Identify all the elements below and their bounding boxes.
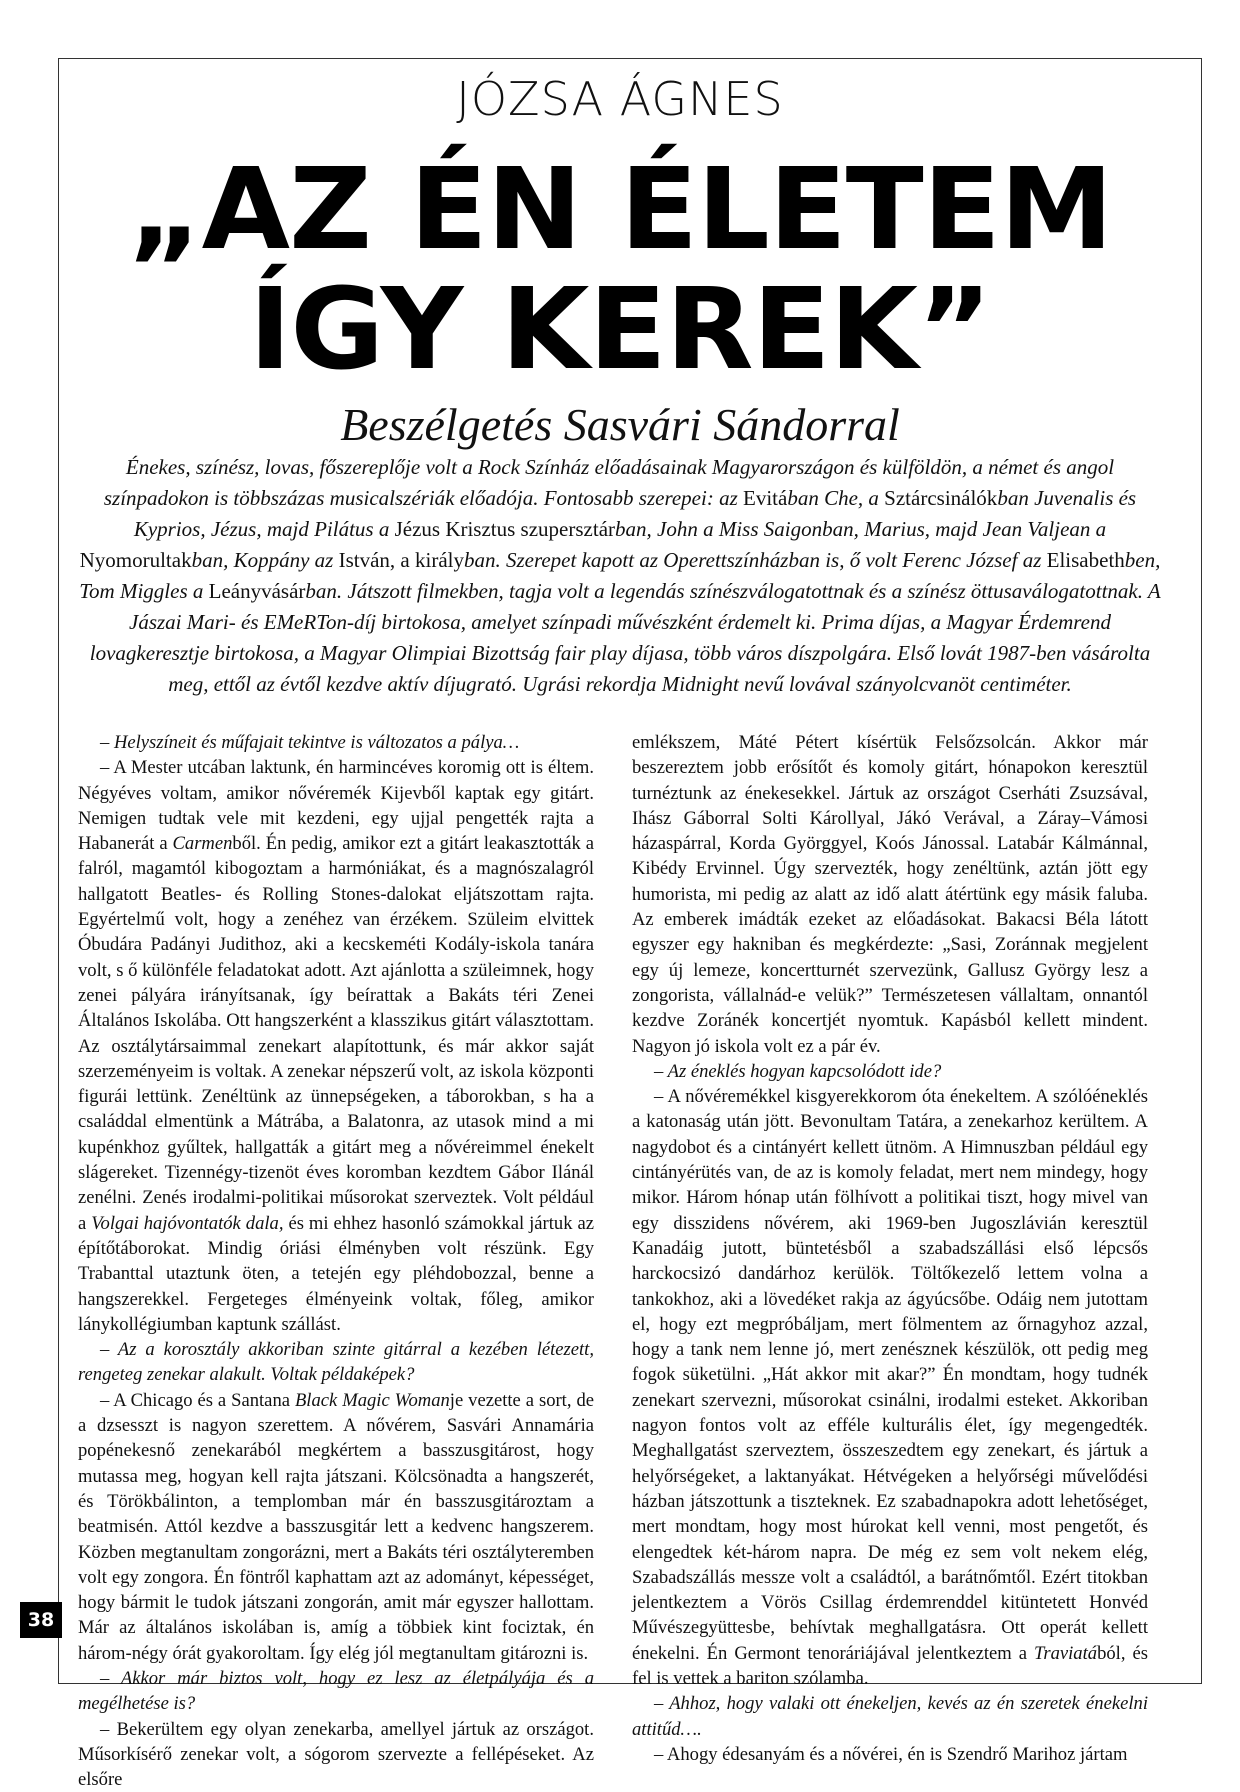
page-number: 38: [20, 1602, 62, 1638]
answer-paragraph: – Ahogy édesanyám és a nővérei, én is Szendrő Marihoz jártam: [654, 1743, 1128, 1765]
article-title: [0, 145, 1240, 395]
body-column-right: [632, 730, 1148, 1767]
lead-paragraph: Énekes, színész, lovas, főszereplője volt a Rock Színház előadásainak Magyarországon és külföldön, a német és angol színpadokon is többszázas musicalszériák előadója. Fontosabb szerepei: az Evitában Che, a Sztárcsinálókban Juvenalis és Kyprios, Jézus, majd Pilátus a Jézus Krisztus szupersztárban, John a Miss Saigonban, Marius, majd Jean Valjean a Nyomorultakban, Koppány az István, a királyban. Szerepet kapott az Operettszínházban is, ő volt Ferenc József az Elisabethben, Tom Miggles a Leányvásárban. Játszott filmekben, tagja volt a legendás színészválogatottnak és a színész öttusaválogatottnak. A Jászai Mari- és EMeRTon-díj birtokosa, amelyet színpadi művészként érdemelt ki. Prima díjas, a Magyar Érdemrend lovagkeresztje birtokosa, a Magyar Olimpiai Bizottság fair play díjasa, több város díszpolgára. Első lovát 1987-ben vásárolta meg, ettől az évtől kezdve aktív díjugrató. Ugrási rekordja Midnight nevű lovával szányolcvanöt centiméter.: [79, 455, 1161, 696]
author-name: JÓZSA ÁGNES: [456, 72, 784, 126]
answer-paragraph: – Bekerültem egy olyan zenekarba, amellyel jártuk az országot. Műsorkísérő zenekar volt, a sógorom szervezte a fellépéseket. Az elsőre: [78, 1718, 594, 1791]
answer-paragraph: – A Mester utcában laktunk, én harmincéves koromig ott is éltem. Négyéves voltam, amikor nővéremék Kijevből kaptak egy gitárt. Nemigen tudtak vele mit kezdeni, egy ujjal pengették rajta a Habanerát a Carmenből. Én pedig, amikor ezt a gitárt leakasztották a falról, magamtól kibogoztam a harmóniákat, és a magnószalagról hallgatott Beatles- és Rolling Stones-dalokat eljátszottam rajta. Egyértelmű volt, hogy a zenéhez van érzékem. Szüleim elvittek Óbudára Padányi Judithoz, aki a kecskeméti Kodály-iskola tanára volt, s ő különféle feladatokat adott. Azt ajánlotta a szüleimnek, hogy zenei pályára irányítsanak, így beírattak a Bakáts téri Zenei Általános Iskolába. Ott hangszerként a klasszikus gitárt választottam. Az osztálytársaimmal zenekart alapítottunk, és már akkor saját szerzeményeim is voltak. A zenekar népszerű volt, az iskola központi figurái lettünk. Zenéltünk az ünnepségeken, a táborokban, s ha a családdal elmentünk a Mátrába, a Balatonra, az utasok mind a mi kupénkhoz gyűltek, hallgatták a gitárt meg a nővéreimmel énekelt slágereket. Tizennégy-tizenöt éves koromban kezdtem Gábor Ilánál zenélni. Zenés irodalmi-politikai műsorokat szerveztek. Volt például a Volgai hajóvontatók dala, és mi ehhez hasonló számokkal jártuk az építőtáborokat. Mindig óriási élményben volt részünk. Egy Trabanttal utaztunk öten, a tetején egy pléhdobozzal, benne a hangszerekkel. Fergeteges élményeink voltak, főleg, amikor lánykollégiumban kaptunk szállást.: [78, 757, 594, 1335]
title-line-2: ÍGY KEREK”: [248, 265, 992, 395]
body-column-left: [78, 730, 594, 1792]
question: – Helyszíneit és műfajait tekintve is változatos a pálya…: [100, 732, 520, 753]
answer-paragraph: – A Chicago és a Santana Black Magic Womanje vezette a sort, de a dzsesszt is nagyon szerettem. A nővérem, Sasvári Annamária popénekesnő zenekarából megkértem a basszusgitárost, hogy mutassa meg, hogyan kell rajta játszani. Kölcsönadta a hangszerét, és Törökbálinton, a templomban már én basszusgitároztam a beatmisén. Attól kezdve a basszusgitár lett a kedvenc hangszerem. Közben megtanultam zongorázni, mert a Bakáts téri osztályteremben volt egy zongora. Én föntről kaphattam azt az adományt, képességet, hogy bármit le tudok játszani zongorán, amit már egyszer hallottam. Már az általános iskolában is, amíg a többiek kint fociztak, én három-négy órát gyakoroltam. Így elég jól megtanultam gitározni is.: [78, 1389, 594, 1664]
question: – Az éneklés hogyan kapcsolódott ide?: [654, 1060, 942, 1082]
answer-paragraph: emlékszem, Máté Pétert kísértük Felsőzsolcán. Akkor már beszereztem jobb erősítőt és komoly gitárt, hónapokon keresztül turnéztunk az énekesekkel. Jártuk az országot Cserháti Zsuzsával, Ihász Gáborral Solti Károllyal, Jákó Verával, a Záray–Vámosi házaspárral, Korda Györggyel, Koós Jánossal. Latabár Kálmánnal, Kibédy Ervinnel. Úgy szervezték, hogy zenéltünk, aztán jött egy humorista, mi pedig az alatt az idő alatt átértünk egy másik faluba. Az emberek imádták ezeket az előadásokat. Bakacsi Béla látott egyszer egy hakniban és megkérdezte: „Sasi, Zoránnak megjelent egy új lemeze, koncertturnét szervezünk, Gallusz György lesz a zongorista, vállalnád-e velük?” Természetesen vállaltam, onnantól kezdve Zoránék koncertjét nyomtuk. Kapásból kellett mindent. Nagyon jó iskola volt ez a pár év.: [632, 732, 1148, 1057]
question: – Az a korosztály akkoriban szinte gitárral a kezében létezett, rengeteg zenekar alakult. Voltak példaképek?: [78, 1339, 594, 1386]
question: – Akkor már biztos volt, hogy ez lesz az életpályája és a megélhetése is?: [78, 1667, 594, 1715]
article-subtitle: Beszélgetés Sasvári Sándorral: [340, 399, 900, 450]
question: – Ahhoz, hogy valaki ott énekeljen, kevés az én szeretek énekelni attitűd….: [632, 1693, 1148, 1740]
title-line-1: „AZ ÉN ÉLETEM: [127, 145, 1113, 275]
answer-paragraph: – A nővéremékkel kisgyerekkorom óta énekeltem. A szólóéneklés a katonaság után jött. Bevonultam Tatára, a zenekarhoz kerültem. A nagydobot és a cintányért kellett ütnöm. A Himnuszban például egy cintányérütés van, de az is komoly feladat, mert nem mindegy, hogy mikor. Három hónap után fölhívott a politikai tiszt, hogy mivel van egy disszidens nővérem, aki 1969-ben Jugoszlávián keresztül Kanadáig jutott, büntetésből a szabadszállási első lépcsős harckocsizó dandárhoz kerülök. Töltőkezelő lettem volna a tankokhoz, aki a lövedéket rakja az ágyúcsőbe. Odáig nem jutottam el, hogy ezt megpróbáljam, mert fölmentem az őrnagyhoz azzal, hogy a tank nem lenne jó, mert zenésznek készülök, ott pedig meg fogok süketülni. „Hát akkor mit akar?” Én mondtam, hogy tudnék zenekart szervezni, műsorokat csinálni, irodalmi esteket. Akkoriban nagyon fontos volt az efféle kulturális élet, így megengedték. Meghallgatást szerveztem, összeszedtem egy zenekart, és jártuk a helyőrségeket, a laktanyákat. Hétvégeken a helyőrségi művelődési házban játszottunk a tiszteknek. Ez szabadnapokra adott lehetőséget, mert mondtam, hogy most húrokat kell venni, most pengetőt, és elengedtek két-három napra. De még ez sem volt nekem elég, Szabadszállás messze volt a családtól, a barátnőmtől. Ezért titokban jelentkeztem a Vörös Csillag érdemrenddel kitüntetett Honvéd Művészegyüttesbe, behívtak meghallgatásra. Ott operát kellett énekelni. Én Germont tenoráriájával jelentkeztem a Traviatából, és fel is vettek a bariton szólamba.: [632, 1086, 1148, 1689]
